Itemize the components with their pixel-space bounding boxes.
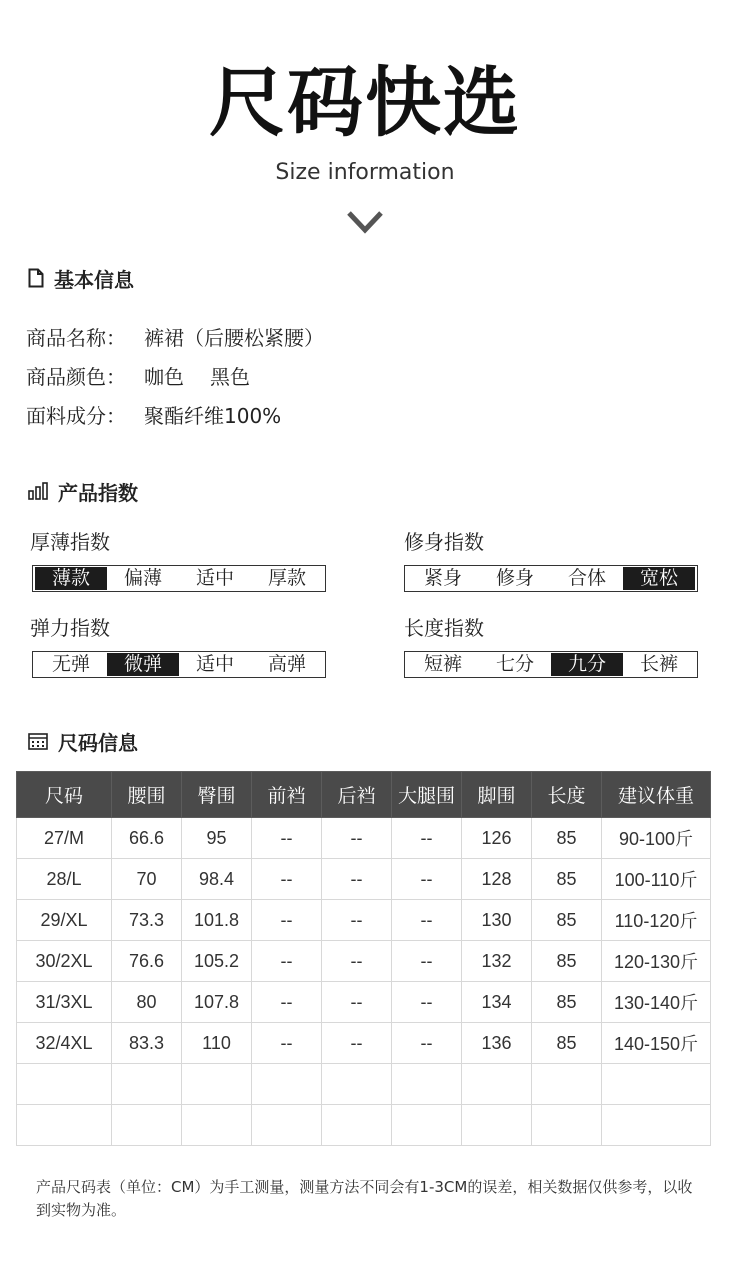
table-cell: -- [252,1023,322,1064]
measurement-note: 产品尺码表（单位：CM）为手工测量，测量方法不同会有1-3CM的误差，相关数据仅供参考，以收到实物为准。 [36,1178,693,1219]
column-header: 脚围 [462,772,532,818]
info-label: 商品颜色： [26,364,126,389]
table-cell: 29/XL [17,900,112,941]
fit-index-label: 修身指数 [404,530,484,554]
table-row [17,941,711,982]
info-value: 裤裙（后腰松紧腰） [144,325,324,350]
scale-option: 七分 [495,653,534,675]
column-header: 后裆 [322,772,392,818]
table-cell: 110-120斤 [602,900,711,941]
info-label: 商品名称： [26,325,126,350]
document-icon [28,268,44,288]
bar-chart-icon [28,482,48,500]
table-cell: 140-150斤 [602,1023,711,1064]
table-cell: 27/M [17,818,112,859]
table-row [17,982,711,1023]
table-cell: 85 [532,900,602,941]
table-cell: -- [322,818,392,859]
table-cell: 101.8 [182,900,252,941]
table-cell: 98.4 [182,859,252,900]
size-table-body [17,818,711,1146]
table-cell [252,1064,322,1105]
table-cell: 73.3 [112,900,182,941]
table-cell [462,1064,532,1105]
info-value: 聚酯纤维100% [144,403,282,428]
table-cell [392,1105,462,1146]
size-table [16,771,711,1146]
scale-option-selected: 微弹 [107,653,179,676]
table-cell: -- [252,900,322,941]
page-title: 尺码快选 [209,58,521,147]
table-cell [17,1064,112,1105]
table-cell [112,1105,182,1146]
table-cell [532,1064,602,1105]
info-value: 咖色 [144,364,184,389]
scale-option: 无弹 [51,653,90,675]
table-row [17,859,711,900]
scale-option-selected: 宽松 [623,567,695,590]
table-cell [182,1105,252,1146]
fit-index-scale [404,565,698,592]
table-cell: 128 [462,859,532,900]
scale-option: 适中 [195,653,234,675]
basic-info-heading-text: 基本信息 [54,267,134,292]
scale-option: 合体 [567,567,606,589]
scale-option: 厚款 [267,567,306,589]
table-cell [532,1105,602,1146]
table-cell: -- [392,982,462,1023]
scale-option-selected: 薄款 [35,567,107,590]
product-index-heading-text: 产品指数 [58,480,138,505]
table-cell: 80 [112,982,182,1023]
scale-option: 修身 [495,567,534,589]
table-cell [602,1105,711,1146]
table-row [17,1064,711,1105]
table-row [17,900,711,941]
size-info-heading [28,728,138,754]
table-cell [392,1064,462,1105]
table-cell: 28/L [17,859,112,900]
table-header-row [17,772,711,818]
column-header: 大腿围 [392,772,462,818]
column-header: 建议体重 [602,772,711,818]
table-cell: 76.6 [112,941,182,982]
column-header: 臀围 [182,772,252,818]
table-cell [462,1105,532,1146]
table-cell: 132 [462,941,532,982]
table-cell: -- [252,982,322,1023]
table-cell: 130-140斤 [602,982,711,1023]
scale-option: 偏薄 [123,567,162,589]
thickness-index-label: 厚薄指数 [30,530,110,554]
table-cell [182,1064,252,1105]
elasticity-index-scale [32,651,326,678]
table-cell: -- [252,859,322,900]
table-cell [17,1105,112,1146]
info-row-name [26,322,324,350]
table-cell: 95 [182,818,252,859]
length-index-scale [404,651,698,678]
table-cell [252,1105,322,1146]
table-cell: 70 [112,859,182,900]
column-header: 长度 [532,772,602,818]
table-cell: 107.8 [182,982,252,1023]
scale-option: 高弹 [267,653,306,675]
info-row-fabric [26,400,281,428]
table-cell [602,1064,711,1105]
table-cell: 85 [532,982,602,1023]
basic-info-heading [28,265,134,291]
table-cell: -- [322,859,392,900]
table-cell: -- [392,941,462,982]
table-cell: -- [392,859,462,900]
table-cell: 136 [462,1023,532,1064]
table-cell: 85 [532,818,602,859]
table-cell [112,1064,182,1105]
table-cell: 85 [532,941,602,982]
column-header: 腰围 [112,772,182,818]
table-cell: 105.2 [182,941,252,982]
scale-option: 紧身 [423,567,462,589]
table-cell: 134 [462,982,532,1023]
table-row [17,818,711,859]
thickness-index-scale [32,565,326,592]
table-cell: 85 [532,1023,602,1064]
table-row [17,1105,711,1146]
table-cell: 126 [462,818,532,859]
table-cell: 110 [182,1023,252,1064]
table-cell: 30/2XL [17,941,112,982]
table-cell: -- [322,900,392,941]
table-cell: -- [392,818,462,859]
table-cell: -- [322,982,392,1023]
column-header: 前裆 [252,772,322,818]
table-cell: -- [322,1023,392,1064]
table-cell: 83.3 [112,1023,182,1064]
table-cell: -- [252,818,322,859]
chevron-down-icon [346,210,384,238]
calendar-grid-icon [28,732,48,750]
length-index-label: 长度指数 [404,616,484,640]
info-label: 面料成分： [26,403,126,428]
table-cell: 85 [532,859,602,900]
scale-option: 长裤 [639,653,678,675]
info-value-2: 黑色 [210,364,250,389]
scale-option: 短裤 [423,653,462,675]
table-row [17,1023,711,1064]
table-cell: 120-130斤 [602,941,711,982]
table-cell [322,1105,392,1146]
table-cell: 31/3XL [17,982,112,1023]
size-info-heading-text: 尺码信息 [58,730,138,755]
table-cell: -- [322,941,392,982]
table-cell: 90-100斤 [602,818,711,859]
column-header: 尺码 [17,772,112,818]
table-cell: -- [392,1023,462,1064]
scale-option-selected: 九分 [551,653,623,676]
table-cell: 32/4XL [17,1023,112,1064]
page-subtitle: Size information [275,160,455,185]
table-cell: 130 [462,900,532,941]
table-cell: 66.6 [112,818,182,859]
table-cell: -- [252,941,322,982]
table-cell: 100-110斤 [602,859,711,900]
table-cell: -- [392,900,462,941]
info-row-color [26,361,250,389]
product-index-heading [28,478,138,504]
scale-option: 适中 [195,567,234,589]
table-cell [322,1064,392,1105]
elasticity-index-label: 弹力指数 [30,616,110,640]
